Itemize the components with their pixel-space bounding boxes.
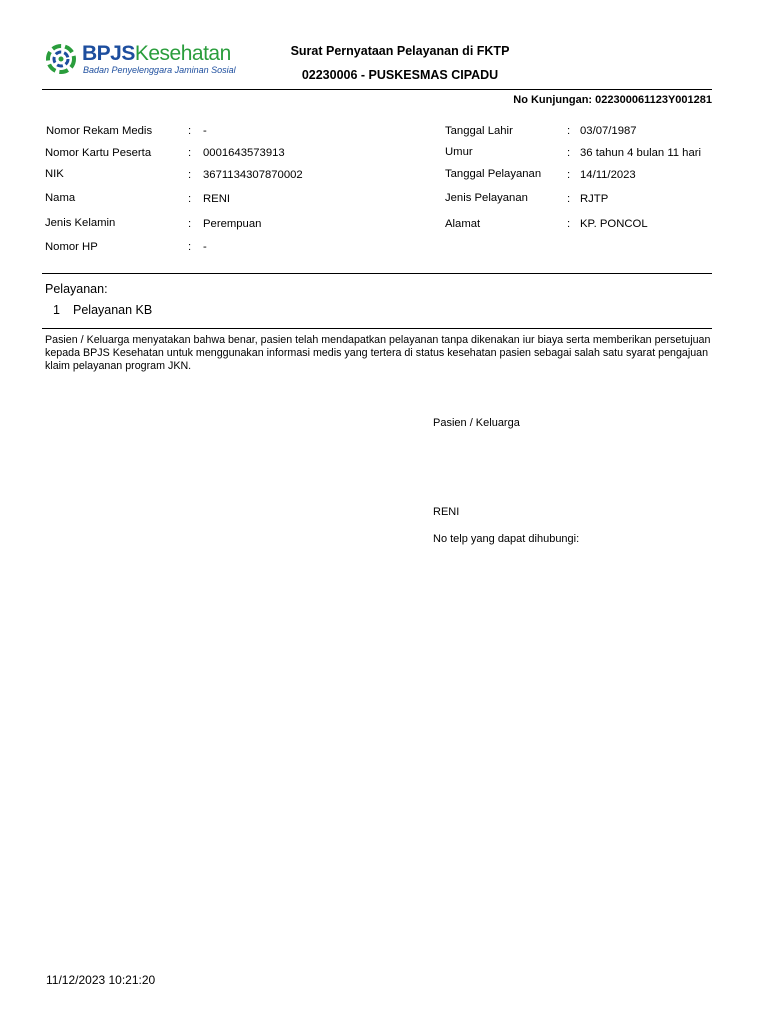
- visit-number: No Kunjungan: 022300061123Y001281: [513, 94, 712, 106]
- consent-statement: Pasien / Keluarga menyatakan bahwa benar, pasien telah mendapatkan pelayanan tanpa dikenakan iur biaya serta memberikan persetujuan kepada BPJS Kesehatan untuk menggunakan informasi medis yang tertera di status kesehatan pasien sebagai salah satu syarat pengajuan klaim pelayanan program JKN.: [45, 334, 711, 372]
- services-title: Pelayanan:: [45, 282, 108, 296]
- label-service-date: Tanggal Pelayanan: [445, 168, 542, 180]
- print-timestamp: 11/12/2023 10:21:20: [46, 973, 156, 987]
- value-card-number: 0001643573913: [203, 147, 285, 159]
- value-gender: Perempuan: [203, 218, 262, 230]
- colon: :: [567, 193, 571, 205]
- colon: :: [188, 193, 192, 205]
- value-service-date: 14/11/2023: [580, 169, 636, 181]
- value-age: 36 tahun 4 bulan 11 hari: [580, 147, 702, 159]
- value-address: KP. PONCOL: [580, 218, 648, 230]
- colon: :: [188, 169, 192, 181]
- colon: :: [188, 147, 192, 159]
- info-divider: [42, 273, 712, 274]
- label-age: Umur: [445, 146, 473, 158]
- document-title: Surat Pernyataan Pelayanan di FKTP: [290, 44, 510, 58]
- value-service-type: RJTP: [580, 193, 609, 205]
- services-divider: [42, 328, 712, 329]
- colon: :: [188, 125, 192, 137]
- logo-brand-bold: BPJS: [82, 42, 135, 65]
- colon: :: [567, 125, 571, 137]
- logo-tagline: Badan Penyelenggara Jaminan Sosial: [83, 65, 236, 75]
- signature-name: RENI: [433, 506, 460, 518]
- value-nik: 3671134307870002: [203, 169, 303, 181]
- value-name: RENI: [203, 193, 230, 205]
- bpjs-logo-icon: [46, 44, 76, 74]
- colon: :: [567, 147, 571, 159]
- label-medical-record: Nomor Rekam Medis: [46, 125, 153, 137]
- logo-wordmark: [82, 42, 231, 66]
- value-phone: -: [203, 241, 207, 253]
- signature-phone-label: No telp yang dapat dihubungi:: [433, 533, 580, 545]
- colon: :: [567, 169, 571, 181]
- label-name: Nama: [45, 192, 76, 204]
- colon: :: [567, 218, 571, 230]
- colon: :: [188, 218, 192, 230]
- label-address: Alamat: [445, 218, 481, 230]
- label-card-number: Nomor Kartu Peserta: [45, 147, 152, 159]
- label-service-type: Jenis Pelayanan: [445, 192, 528, 204]
- facility-name: 02230006 - PUSKESMAS CIPADU: [301, 68, 499, 82]
- value-medical-record: -: [203, 125, 207, 137]
- label-phone: Nomor HP: [45, 241, 98, 253]
- header-divider: [42, 89, 712, 90]
- colon: :: [188, 241, 192, 253]
- label-nik: NIK: [45, 168, 64, 180]
- signature-label: Pasien / Keluarga: [433, 417, 520, 429]
- label-gender: Jenis Kelamin: [45, 217, 116, 229]
- logo-brand-light: Kesehatan: [134, 42, 231, 65]
- bpjs-logo: [46, 42, 236, 80]
- service-number: 1: [53, 303, 60, 317]
- label-birth-date: Tanggal Lahir: [445, 125, 513, 137]
- value-birth-date: 03/07/1987: [580, 125, 637, 137]
- service-name: Pelayanan KB: [73, 303, 153, 317]
